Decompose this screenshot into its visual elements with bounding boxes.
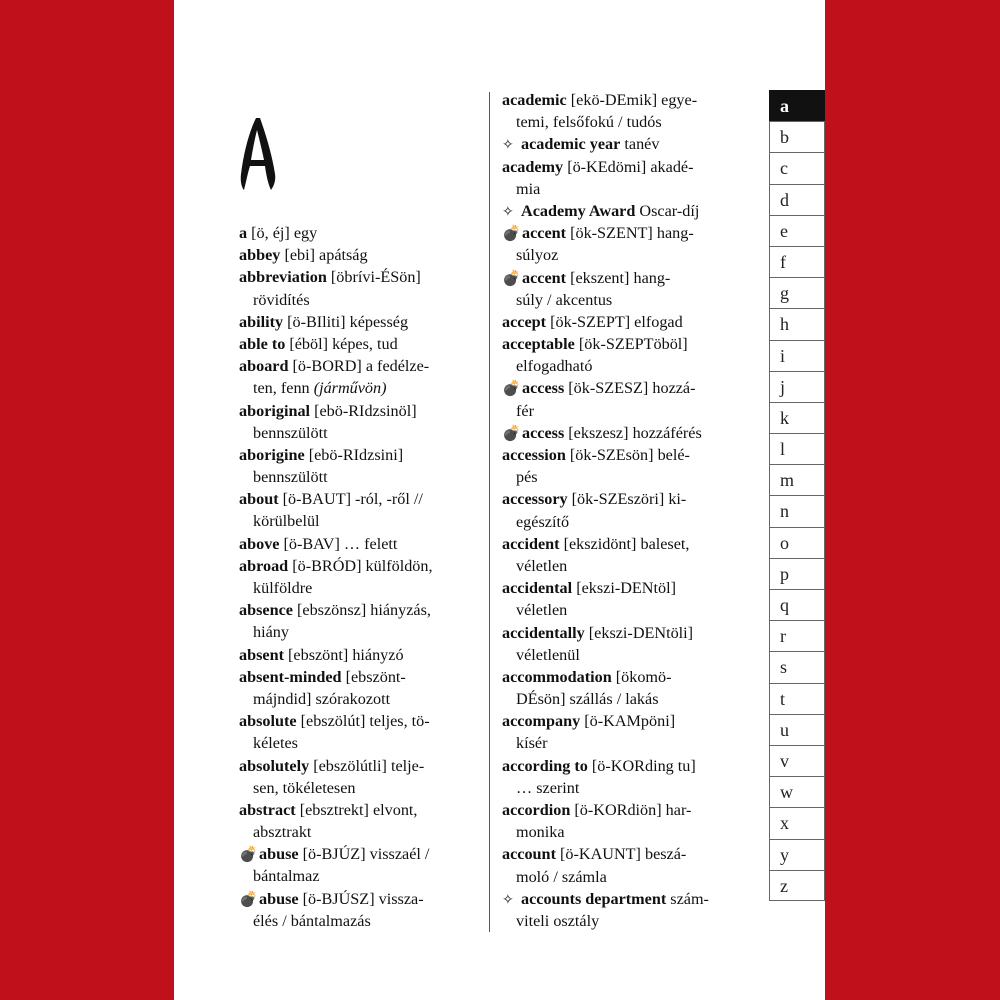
usage-note: (járművön) bbox=[313, 379, 387, 398]
entry-line bbox=[502, 377, 741, 399]
entry-line bbox=[239, 333, 478, 355]
definition: súly / akcentus bbox=[516, 290, 613, 309]
pronunciation: [ekszi-DENtöli] bbox=[584, 623, 694, 642]
definition: hozzáférés bbox=[632, 423, 702, 442]
entry-continuation bbox=[502, 644, 741, 666]
index-tab-d[interactable]: d bbox=[769, 184, 825, 215]
definition: egy bbox=[293, 224, 318, 242]
definition: véletlenül bbox=[516, 645, 580, 664]
headword: abuse bbox=[259, 889, 299, 908]
headword: accidental bbox=[502, 579, 573, 598]
pronunciation: [ö-BJÚSZ] bbox=[298, 889, 379, 908]
pronunciation: [ök-SZEszöri] bbox=[567, 490, 669, 509]
pronunciation: [ö-BAUT] bbox=[278, 490, 356, 509]
diamond-icon: ✧ bbox=[502, 138, 514, 154]
entry-line bbox=[502, 488, 741, 510]
definition: szám- bbox=[666, 889, 709, 908]
definition: vissza- bbox=[378, 889, 424, 908]
entry-line bbox=[239, 710, 478, 732]
pronunciation: [ökomö- bbox=[611, 667, 672, 686]
entry-continuation bbox=[239, 289, 478, 311]
entry-line bbox=[502, 799, 741, 821]
entry-line bbox=[239, 755, 478, 777]
index-tab-z[interactable]: z bbox=[769, 870, 825, 901]
definition: egye- bbox=[661, 91, 698, 109]
entry-continuation bbox=[502, 289, 741, 311]
entry-line bbox=[502, 333, 741, 355]
pronunciation: [ekszent] bbox=[566, 268, 634, 287]
headword: ability bbox=[239, 312, 284, 331]
definition: tanév bbox=[620, 135, 660, 154]
entry-line bbox=[502, 133, 741, 155]
definition: … felett bbox=[343, 534, 398, 553]
entry-continuation bbox=[502, 777, 741, 799]
entry-continuation bbox=[502, 111, 741, 133]
definition: belé- bbox=[657, 446, 690, 464]
entry-line bbox=[502, 843, 741, 865]
entry-continuation bbox=[239, 510, 478, 532]
index-tab-c[interactable]: c bbox=[769, 152, 825, 183]
index-tab-f[interactable]: f bbox=[769, 246, 825, 277]
index-tab-i[interactable]: i bbox=[769, 340, 825, 371]
definition: viteli osztály bbox=[516, 911, 600, 930]
definition: kéletes bbox=[253, 734, 298, 753]
definition: monika bbox=[516, 823, 565, 842]
headword: accession bbox=[502, 446, 566, 464]
definition: hiányzó bbox=[352, 645, 404, 664]
entry-line bbox=[239, 444, 478, 466]
bomb-icon: 💣 bbox=[239, 891, 258, 908]
headword: above bbox=[239, 534, 280, 553]
entry-line bbox=[239, 533, 478, 555]
index-tab-j[interactable]: j bbox=[769, 371, 825, 402]
bomb-icon: 💣 bbox=[239, 847, 258, 864]
entry-continuation bbox=[502, 866, 741, 888]
entries-column-left bbox=[239, 222, 478, 932]
definition: képes, tud bbox=[332, 334, 398, 353]
index-tab-h[interactable]: h bbox=[769, 308, 825, 339]
index-tab-r[interactable]: r bbox=[769, 620, 825, 651]
pronunciation: [ö-BJÚZ] bbox=[298, 845, 370, 864]
headword: academic bbox=[502, 91, 567, 109]
entry-line bbox=[239, 266, 478, 288]
pronunciation: DÉsön] bbox=[516, 690, 570, 709]
entry-line bbox=[502, 200, 741, 222]
headword: absolutely bbox=[239, 756, 310, 775]
headword: accidentally bbox=[502, 623, 585, 642]
entry-continuation bbox=[502, 688, 741, 710]
diamond-icon: ✧ bbox=[502, 892, 514, 908]
entry-continuation bbox=[502, 178, 741, 200]
entry-continuation bbox=[239, 732, 478, 754]
definition: moló / számla bbox=[516, 867, 607, 886]
headword: access bbox=[522, 423, 565, 442]
definition: -ról, -ről // bbox=[355, 490, 423, 509]
headword: accent bbox=[522, 224, 567, 243]
headword: about bbox=[239, 490, 279, 509]
index-tab-o[interactable]: o bbox=[769, 527, 825, 558]
pronunciation: [ebszölút] bbox=[296, 712, 370, 731]
headword: acceptable bbox=[502, 335, 575, 354]
entry-line bbox=[239, 488, 478, 510]
definition: absztrakt bbox=[253, 823, 312, 842]
headword: Academy Award bbox=[521, 201, 636, 220]
definition: véletlen bbox=[516, 556, 568, 575]
alphabet-index bbox=[769, 90, 825, 901]
headword: abroad bbox=[239, 556, 289, 575]
entry-line bbox=[239, 599, 478, 621]
headword: accompany bbox=[502, 712, 581, 731]
pronunciation: [ö-KORding tu] bbox=[587, 756, 696, 775]
pronunciation: [ök-SZEsön] bbox=[565, 446, 658, 464]
entry-line bbox=[502, 888, 741, 910]
pronunciation: [ebszönt] bbox=[283, 645, 353, 664]
section-letter-glyph bbox=[238, 116, 278, 192]
entry-continuation bbox=[239, 688, 478, 710]
pronunciation: [ebö-RIdzsini] bbox=[304, 445, 404, 464]
entry-line bbox=[239, 311, 478, 333]
definition: külföldön, bbox=[365, 556, 433, 575]
pronunciation: [ö-BORD] bbox=[288, 357, 366, 376]
bomb-icon: 💣 bbox=[502, 270, 521, 287]
entry-line bbox=[239, 400, 478, 422]
pronunciation: [ebszönsz] bbox=[292, 601, 371, 620]
entry-line bbox=[502, 156, 741, 178]
index-tab-q[interactable]: q bbox=[769, 589, 825, 620]
definition: körülbelül bbox=[253, 512, 320, 531]
entry-continuation bbox=[502, 355, 741, 377]
headword: accent bbox=[522, 268, 567, 287]
definition: sen, tökéletesen bbox=[253, 778, 356, 797]
pronunciation: [ö-KORdiön] bbox=[570, 801, 666, 819]
definition: súlyoz bbox=[516, 246, 559, 265]
pronunciation: [ö-KEdömi] bbox=[563, 157, 651, 176]
pronunciation: [ekszesz] bbox=[564, 423, 633, 442]
index-tab-g[interactable]: g bbox=[769, 277, 825, 308]
definition: ki- bbox=[668, 490, 687, 509]
entry-continuation bbox=[502, 400, 741, 422]
pronunciation: [éböl] bbox=[285, 334, 333, 353]
entry-line bbox=[239, 644, 478, 666]
definition: baleset, bbox=[640, 534, 690, 553]
headword: aboriginal bbox=[239, 401, 311, 420]
entry-continuation bbox=[502, 599, 741, 621]
entry-line bbox=[502, 89, 741, 111]
index-tab-p[interactable]: p bbox=[769, 558, 825, 589]
definition: ten, fenn bbox=[253, 379, 314, 398]
definition: … szerint bbox=[516, 778, 580, 797]
definition: mia bbox=[516, 179, 541, 198]
headword: academy bbox=[502, 157, 564, 176]
entry-line bbox=[502, 311, 741, 333]
entry-continuation bbox=[502, 910, 741, 932]
entry-line bbox=[502, 577, 741, 599]
diamond-icon: ✧ bbox=[502, 204, 514, 220]
headword: abstract bbox=[239, 800, 296, 819]
headword: aborigine bbox=[239, 445, 305, 464]
definition: hozzá- bbox=[652, 379, 696, 398]
definition: a fedélze- bbox=[365, 357, 430, 376]
bomb-icon: 💣 bbox=[502, 425, 521, 442]
definition: elfogad bbox=[634, 312, 683, 331]
definition: apátság bbox=[319, 246, 368, 265]
index-tab-x[interactable]: x bbox=[769, 807, 825, 838]
entry-line bbox=[239, 555, 478, 577]
entry-line bbox=[239, 355, 478, 377]
definition: szállás / lakás bbox=[569, 690, 659, 709]
headword: accounts department bbox=[521, 889, 667, 908]
pronunciation: [öbrívi-ÉSön] bbox=[326, 268, 421, 287]
pronunciation: [ö, éj] bbox=[247, 224, 294, 242]
column-divider bbox=[489, 92, 490, 932]
definition: pés bbox=[516, 468, 538, 487]
index-tab-b[interactable]: b bbox=[769, 121, 825, 152]
definition: akadé- bbox=[650, 157, 694, 176]
index-tab-k[interactable]: k bbox=[769, 402, 825, 433]
pronunciation: [ö-BRÓD] bbox=[288, 556, 366, 575]
entry-line bbox=[502, 622, 741, 644]
definition: bántalmaz bbox=[253, 867, 320, 886]
index-tab-l[interactable]: l bbox=[769, 433, 825, 464]
definition: elvont, bbox=[372, 800, 418, 819]
entry-continuation bbox=[239, 865, 478, 887]
headword: aboard bbox=[239, 357, 289, 376]
headword: according to bbox=[502, 756, 588, 775]
pronunciation: [ö-KAUNT] bbox=[555, 845, 645, 864]
definition: kísér bbox=[516, 734, 548, 753]
pronunciation: [ekö-DEmik] bbox=[566, 91, 662, 109]
bomb-icon: 💣 bbox=[502, 226, 521, 243]
headword: accident bbox=[502, 534, 560, 553]
pronunciation: [ö-BIliti] bbox=[283, 312, 350, 331]
entry-line bbox=[502, 710, 741, 732]
entry-continuation bbox=[239, 422, 478, 444]
headword: accept bbox=[502, 312, 547, 331]
pronunciation: [ebsztrekt] bbox=[295, 800, 373, 819]
headword: absence bbox=[239, 601, 293, 620]
headword: accommodation bbox=[502, 667, 612, 686]
entry-continuation bbox=[502, 821, 741, 843]
pronunciation: [ekszidönt] bbox=[559, 534, 641, 553]
pronunciation: [ök-SZESZ] bbox=[564, 379, 653, 398]
definition: bennszülött bbox=[253, 423, 328, 442]
headword: abuse bbox=[259, 845, 299, 864]
definition: beszá- bbox=[644, 845, 687, 864]
definition: rövidítés bbox=[253, 290, 310, 309]
definition: Oscar-díj bbox=[635, 201, 700, 220]
pronunciation: [ebszölútli] bbox=[309, 756, 391, 775]
entry-continuation bbox=[502, 732, 741, 754]
entries-column-right bbox=[502, 89, 741, 932]
headword: accordion bbox=[502, 801, 571, 819]
entry-line bbox=[239, 843, 478, 865]
definition: egészítő bbox=[516, 512, 570, 531]
pronunciation: [ebszönt- bbox=[341, 667, 406, 686]
index-tab-w[interactable]: w bbox=[769, 776, 825, 807]
entry-continuation bbox=[239, 821, 478, 843]
definition: temi, felsőfokú / tudós bbox=[516, 113, 662, 132]
right-red-band bbox=[825, 0, 1000, 1000]
definition: fér bbox=[516, 401, 534, 420]
definition: teljes, tö- bbox=[369, 712, 430, 731]
definition: képesség bbox=[349, 312, 409, 331]
entry-line bbox=[502, 755, 741, 777]
pronunciation: [ekszi-DENtöl] bbox=[572, 579, 676, 598]
headword: account bbox=[502, 845, 556, 864]
pronunciation: [ök-SZEPT] bbox=[546, 312, 635, 331]
headword: absent bbox=[239, 645, 284, 664]
definition: hiány bbox=[253, 623, 289, 642]
entry-continuation bbox=[502, 555, 741, 577]
left-red-band bbox=[0, 0, 174, 1000]
entry-continuation bbox=[239, 910, 478, 932]
entry-line bbox=[239, 666, 478, 688]
entry-continuation bbox=[239, 466, 478, 488]
entry-line bbox=[502, 666, 741, 688]
index-tab-e[interactable]: e bbox=[769, 215, 825, 246]
bomb-icon: 💣 bbox=[502, 381, 521, 398]
headword: able to bbox=[239, 334, 286, 353]
definition: hang- bbox=[656, 224, 694, 243]
entry-continuation bbox=[502, 244, 741, 266]
definition: hiányzás, bbox=[370, 601, 431, 620]
index-tab-y[interactable]: y bbox=[769, 839, 825, 870]
index-tab-u[interactable]: u bbox=[769, 714, 825, 745]
entry-continuation bbox=[239, 377, 478, 399]
index-tab-n[interactable]: n bbox=[769, 495, 825, 526]
headword: absent-minded bbox=[239, 667, 342, 686]
definition: véletlen bbox=[516, 601, 568, 620]
pronunciation: [ö-KAMpöni] bbox=[580, 712, 676, 731]
headword: access bbox=[522, 379, 565, 398]
entry-line bbox=[502, 533, 741, 555]
entry-line bbox=[502, 267, 741, 289]
pronunciation: májndid] bbox=[253, 689, 316, 708]
headword: abbey bbox=[239, 246, 281, 265]
headword: abbreviation bbox=[239, 268, 327, 287]
pronunciation: [ö-BAV] bbox=[279, 534, 344, 553]
definition: élés / bántalmazás bbox=[253, 911, 371, 930]
index-tab-a[interactable]: a bbox=[769, 90, 825, 121]
entry-line bbox=[502, 422, 741, 444]
definition: telje- bbox=[391, 756, 425, 775]
entry-line bbox=[239, 888, 478, 910]
entry-line bbox=[239, 222, 478, 244]
definition: elfogadható bbox=[516, 357, 593, 376]
headword: absolute bbox=[239, 712, 297, 731]
entry-line bbox=[502, 222, 741, 244]
index-tab-s[interactable]: s bbox=[769, 651, 825, 682]
entry-continuation bbox=[239, 777, 478, 799]
pronunciation: [ök-SZEPTöböl] bbox=[574, 335, 688, 354]
headword: accessory bbox=[502, 490, 568, 509]
index-tab-m[interactable]: m bbox=[769, 464, 825, 495]
headword: academic year bbox=[521, 135, 621, 154]
entry-continuation bbox=[502, 511, 741, 533]
definition: visszaél / bbox=[369, 845, 430, 864]
definition: hang- bbox=[633, 268, 671, 287]
definition: bennszülött bbox=[253, 468, 328, 487]
index-tab-t[interactable]: t bbox=[769, 683, 825, 714]
definition: külföldre bbox=[253, 579, 313, 597]
entry-line bbox=[502, 444, 741, 466]
definition: har- bbox=[665, 801, 692, 819]
definition: szórakozott bbox=[315, 689, 391, 708]
headword: a bbox=[239, 224, 248, 242]
entry-continuation bbox=[239, 577, 478, 599]
pronunciation: [ebi] bbox=[280, 246, 320, 265]
entry-continuation bbox=[502, 466, 741, 488]
entry-line bbox=[239, 799, 478, 821]
index-tab-v[interactable]: v bbox=[769, 745, 825, 776]
entry-line bbox=[239, 244, 478, 266]
entry-continuation bbox=[239, 621, 478, 643]
pronunciation: [ebö-RIdzsinöl] bbox=[310, 401, 417, 420]
pronunciation: [ök-SZENT] bbox=[566, 224, 657, 243]
